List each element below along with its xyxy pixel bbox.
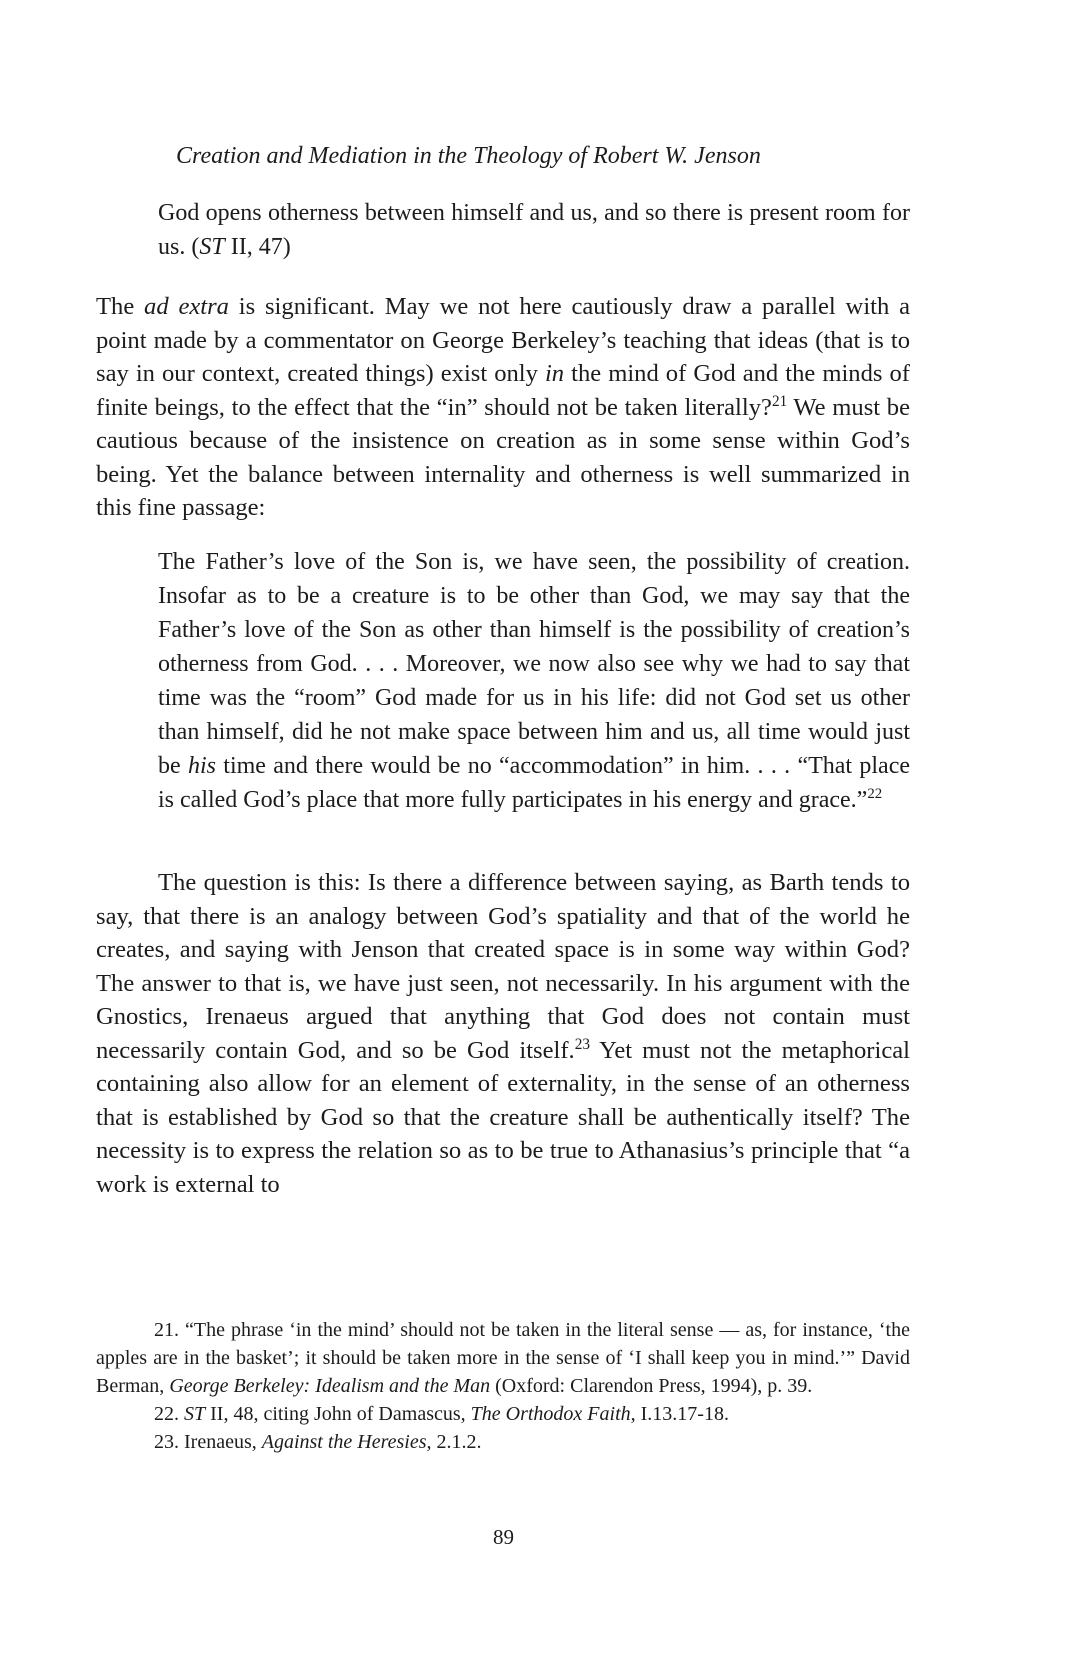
citation-abbrev: ST bbox=[184, 1403, 206, 1425]
text-run: 22. bbox=[154, 1403, 184, 1425]
text-run: We must be cautious because of the insistence on creation as in some sense within God’s being. Yet the balance between internality and otherness is well summarized in this fine passage: bbox=[96, 393, 910, 521]
italic-term: his bbox=[187, 753, 216, 779]
text-run: Yet must not the metaphorical containing also allow for an element of externality, in the sense of an otherness that is established by God so that the creature shall be authentically itself? The necessity is to express the relation so as to be true to Athanasius’s principle that “a work is external to bbox=[96, 1036, 910, 1198]
running-head: Creation and Mediation in the Theology of Robert W. Jenson bbox=[176, 143, 761, 169]
footnote-ref-22[interactable]: 22 bbox=[867, 786, 883, 802]
text-run: The question is this: Is there a difference between saying, as Barth tends to say, that there is an analogy between God’s spatiality and that of the world he creates, and saying with Jenson that created space is in some way within God? The answer to that is, we have just seen, not necessarily. In his argument with the Gnostics, Irenaeus argued that anything that God does not contain must necessarily contain God, and so be God itself. bbox=[96, 869, 910, 1064]
footnote-ref-23[interactable]: 23 bbox=[574, 1035, 590, 1053]
book-title: Against the Heresies, bbox=[261, 1431, 432, 1453]
italic-term: ad extra bbox=[144, 293, 229, 320]
citation-ref: II, 47) bbox=[224, 234, 291, 260]
book-title: The Orthodox Faith, bbox=[470, 1403, 636, 1425]
text-run: 23. Irenaeus, bbox=[154, 1431, 262, 1453]
text-run: 21. “The phrase ‘in the mind’ should not be taken in the literal sense — as, for instance, ‘the apples are in the basket’; it should be taken more in the sense of ‘I shall keep you in mind.’” David Berman, bbox=[96, 1319, 910, 1397]
text-run: The Father’s love of the Son is, we have seen, the possibility of creation. Insofar as to be a creature is to be other than God, we may say that the Father’s love of the Son as other than himself is the possibility of creation’s otherness from God. . . . Moreover, we now also see why we had to say that time was the “room” God made for us in his life: did not God set us other than himself, did he not make space between him and us, all time would just be bbox=[158, 549, 910, 779]
text-run: the mind of God and the minds of finite beings, to the effect that the “in” should not be taken literally? bbox=[96, 360, 910, 421]
citation-abbrev: ST bbox=[199, 234, 225, 260]
block-quote-2 bbox=[158, 545, 910, 817]
text-run: is significant. May we not here cautiously draw a parallel with a point made by a commentator on George Berkeley’s teaching that ideas (that is to say in our context, created things) exist only bbox=[96, 293, 910, 387]
footnote-ref-21[interactable]: 21 bbox=[771, 392, 788, 410]
book-title: George Berkeley: Idealism and the Man bbox=[169, 1375, 491, 1397]
text-run: The bbox=[96, 293, 145, 320]
text-run: II, 48, citing John of Damascus, bbox=[205, 1403, 471, 1425]
block-quote-1 bbox=[158, 196, 910, 264]
page-number: 89 bbox=[493, 1525, 514, 1549]
text-run: I.13.17-18. bbox=[635, 1403, 729, 1425]
footnotes bbox=[96, 1316, 910, 1456]
paragraph-1 bbox=[96, 290, 910, 525]
text-run: 2.1.2. bbox=[431, 1431, 482, 1453]
quote-text: God opens otherness between himself and us, and so there is present room for us. ( bbox=[158, 200, 910, 260]
text-run: (Oxford: Clarendon Press, 1994), p. 39. bbox=[490, 1375, 813, 1397]
footnote-22 bbox=[96, 1400, 910, 1428]
italic-term: in bbox=[544, 360, 565, 387]
paragraph-2 bbox=[96, 866, 910, 1201]
footnote-21 bbox=[96, 1316, 910, 1400]
text-run: time and there would be no “accommodation” in him. . . . “That place is called God’s place that more fully participates in his energy and grace.” bbox=[158, 753, 911, 813]
footnote-23 bbox=[96, 1428, 910, 1456]
